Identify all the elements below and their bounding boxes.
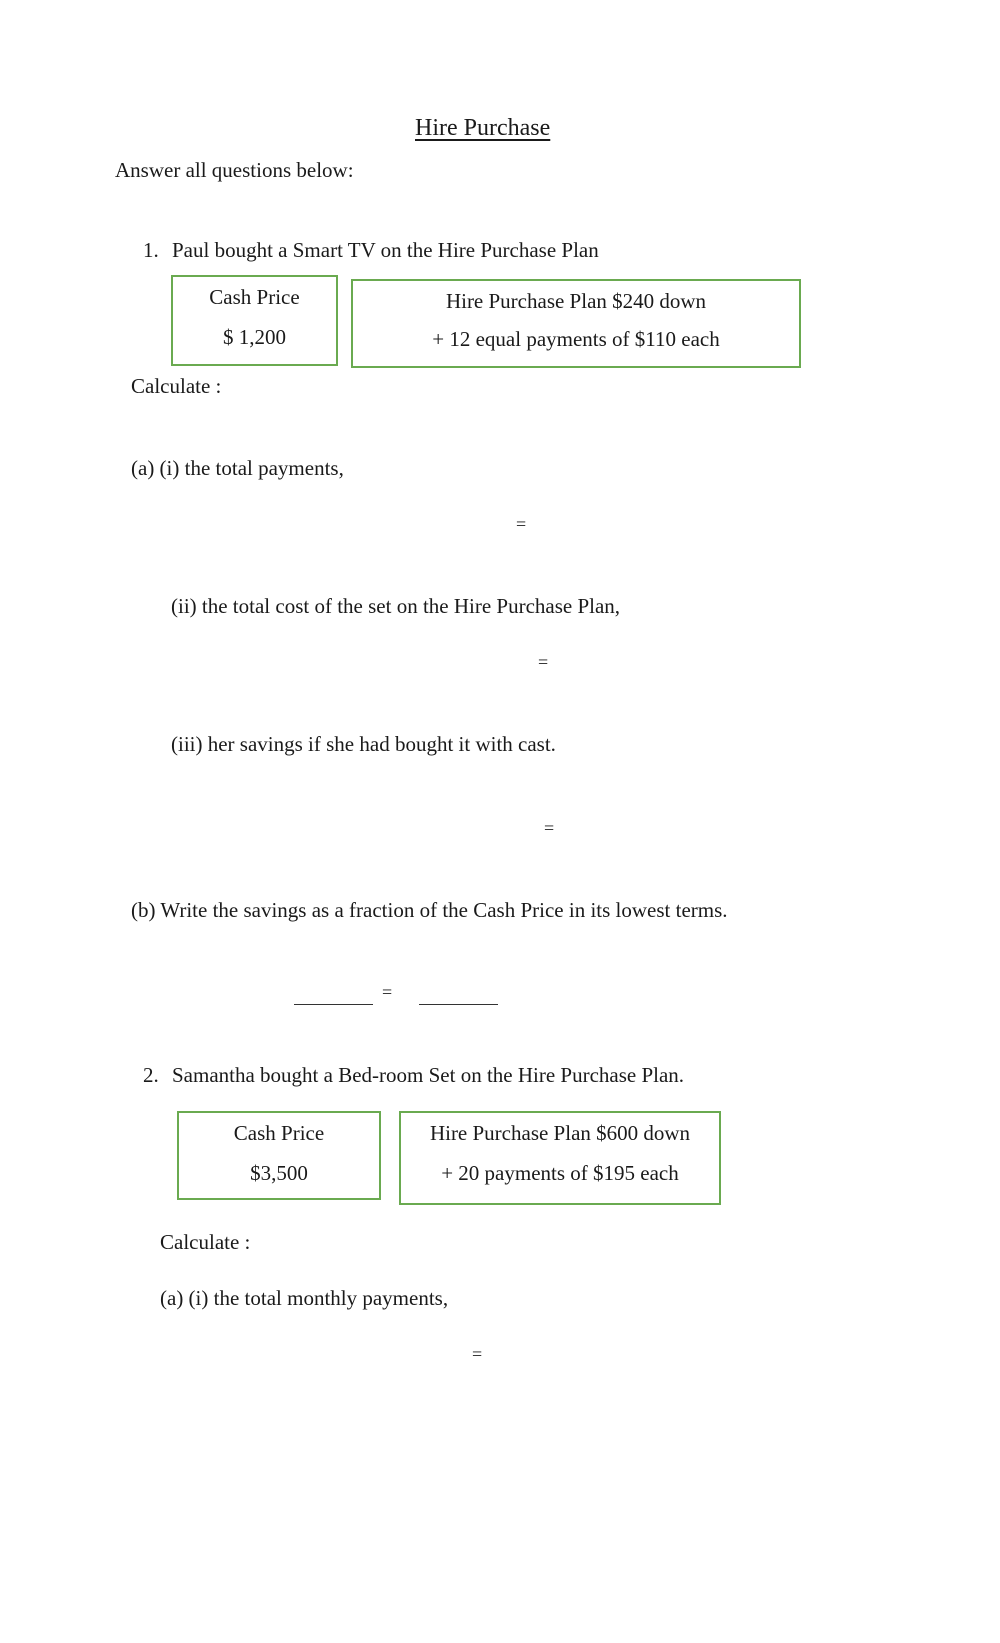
q1-calculate: Calculate : xyxy=(131,374,222,398)
page-title: Hire Purchase xyxy=(415,115,551,141)
q1-a-ii-equals: = xyxy=(538,652,549,672)
q1-b-blank-left xyxy=(294,1004,373,1005)
q2-hp-line2: + 20 payments of $195 each xyxy=(441,1161,679,1185)
q2-a-i-equals: = xyxy=(472,1344,483,1364)
q1-cash-price-box xyxy=(171,275,338,366)
q1-text: Paul bought a Smart TV on the Hire Purchase Plan xyxy=(172,238,599,262)
q1-b-blank-right xyxy=(419,1004,498,1005)
q2-cash-price-value: $3,500 xyxy=(250,1161,308,1185)
q2-hp-line1: Hire Purchase Plan $600 down xyxy=(429,1121,691,1145)
q2-hire-purchase-box xyxy=(399,1111,721,1205)
q1-a-iii: (iii) her savings if she had bought it with cast. xyxy=(171,732,556,756)
instructions: Answer all questions below: xyxy=(115,158,354,182)
q1-a-ii: (ii) the total cost of the set on the Hire Purchase Plan, xyxy=(171,594,621,618)
q1-cash-price-value: $ 1,200 xyxy=(223,325,286,349)
q1-b: (b) Write the savings as a fraction of the Cash Price in its lowest terms. xyxy=(131,898,728,922)
q1-b-equals: = xyxy=(382,982,393,1002)
q2-text: Samantha bought a Bed-room Set on the Hire Purchase Plan. xyxy=(172,1063,685,1087)
q1-a-i-equals: = xyxy=(516,514,527,534)
q2-cash-price-label: Cash Price xyxy=(233,1121,325,1145)
q2-calculate: Calculate : xyxy=(160,1230,251,1254)
q1-hire-purchase-box xyxy=(351,279,801,368)
q1-a-i: (a) (i) the total payments, xyxy=(131,456,344,480)
q1-hp-line2: + 12 equal payments of $110 each xyxy=(432,327,720,351)
q1-cash-price-label: Cash Price xyxy=(209,285,300,309)
q1-hp-line1: Hire Purchase Plan $240 down xyxy=(445,289,707,313)
q2-a-i: (a) (i) the total monthly payments, xyxy=(160,1286,449,1310)
q1-a-iii-equals: = xyxy=(544,818,555,838)
q2-cash-price-box xyxy=(177,1111,381,1200)
q1-number: 1. xyxy=(143,238,159,262)
q2-number: 2. xyxy=(143,1063,159,1087)
